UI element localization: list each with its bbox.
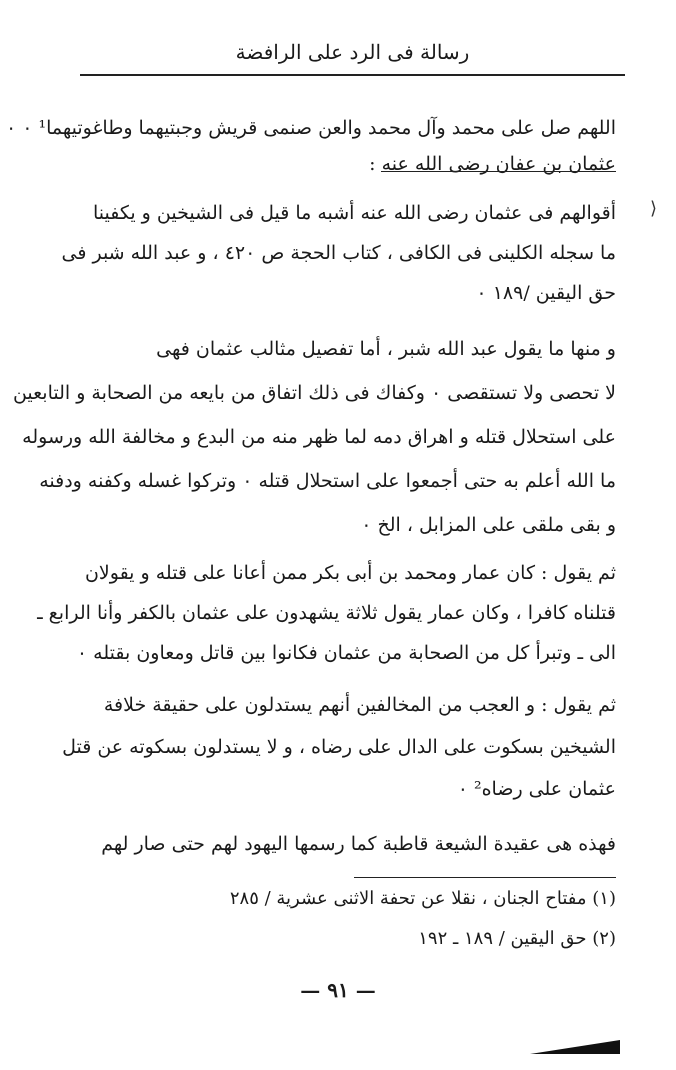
text-line: لا تحصى ولا تستقصى ٠ وكفاك فى ذلك اتفاق من بايعه من الصحابة و التابعين bbox=[12, 382, 616, 404]
text-line: ثم يقول : و العجب من المخالفين أنهم يستدلون على حقيقة خلافة bbox=[103, 694, 616, 716]
page-number: — ٩١ — bbox=[300, 978, 376, 1002]
paragraph-shubbar bbox=[12, 327, 616, 547]
text-line: قتلناه كافرا ، وكان عمار يقول ثلاثة يشهدون على عثمان بالكفر وأنا الرابع ـ bbox=[37, 602, 616, 624]
text-line: عثمان على رضاه² ٠ bbox=[457, 778, 616, 800]
footnote-2: (٢) حق اليقين / ١٨٩ ـ ١٩٢ bbox=[418, 928, 616, 949]
section-heading: عثمان بن عفان رضى الله عنه : bbox=[369, 153, 616, 175]
text-line: فهذه هى عقيدة الشيعة قاطبة كما رسمها اليهود لهم حتى صار لهم bbox=[101, 833, 616, 855]
paragraph-uthman-sayings bbox=[61, 193, 616, 313]
heading-underline bbox=[381, 171, 616, 172]
scan-shadow-wedge bbox=[530, 1040, 620, 1054]
text-line: أقوالهم فى عثمان رضى الله عنه أشبه ما قيل فى الشيخين و يكفينا bbox=[92, 202, 616, 224]
text-line: و بقى ملقى على المزابل ، الخ ٠ bbox=[361, 514, 616, 536]
text-line: ما الله أعلم به حتى أجمعوا على استحلال قتله ٠ وتركوا غسله وكفنه ودفنه bbox=[39, 470, 616, 492]
text-line: ثم يقول : كان عمار ومحمد بن أبى بكر ممن أعانا على قتله و يقولان bbox=[84, 562, 616, 584]
text-line: اللهم صل على محمد وآل محمد والعن صنمى قريش وجبتيهما وطاغوتيهما¹ ٠ ٠ bbox=[5, 117, 616, 139]
footnote-1: (١) مفتاح الجنان ، نقلا عن تحفة الاثنى عشرية / ٢٨٥ bbox=[229, 888, 616, 909]
text-line: الى ـ وتبرأ كل من الصحابة من عثمان فكانوا بين قاتل ومعاون بقتله ٠ bbox=[76, 642, 616, 664]
text-line: حق اليقين /١٨٩ ٠ bbox=[476, 282, 616, 304]
footnote-rule bbox=[354, 877, 616, 878]
page-header-title: رسالة فى الرد على الرافضة bbox=[235, 40, 470, 64]
text-line: و منها ما يقول عبد الله شبر ، أما تفصيل مثالب عثمان فهى bbox=[156, 338, 616, 360]
text-line: ما سجله الكلينى فى الكافى ، كتاب الحجة ص ٤٢٠ ، و عبد الله شبر فى bbox=[61, 242, 616, 264]
text-line: الشيخين بسكوت على الدال على رضاه ، و لا يستدلون بسكوته عن قتل bbox=[62, 736, 616, 758]
paragraph-wonder bbox=[62, 684, 616, 810]
text-line: على استحلال قتله و اهراق دمه لما ظهر منه من البدع و مخالفة الله ورسوله bbox=[22, 426, 616, 448]
margin-bracket-mark: ⟩ bbox=[650, 198, 658, 219]
paragraph-shia-creed bbox=[76, 826, 616, 862]
paragraph-ammar bbox=[37, 553, 616, 673]
header-rule bbox=[80, 74, 625, 76]
